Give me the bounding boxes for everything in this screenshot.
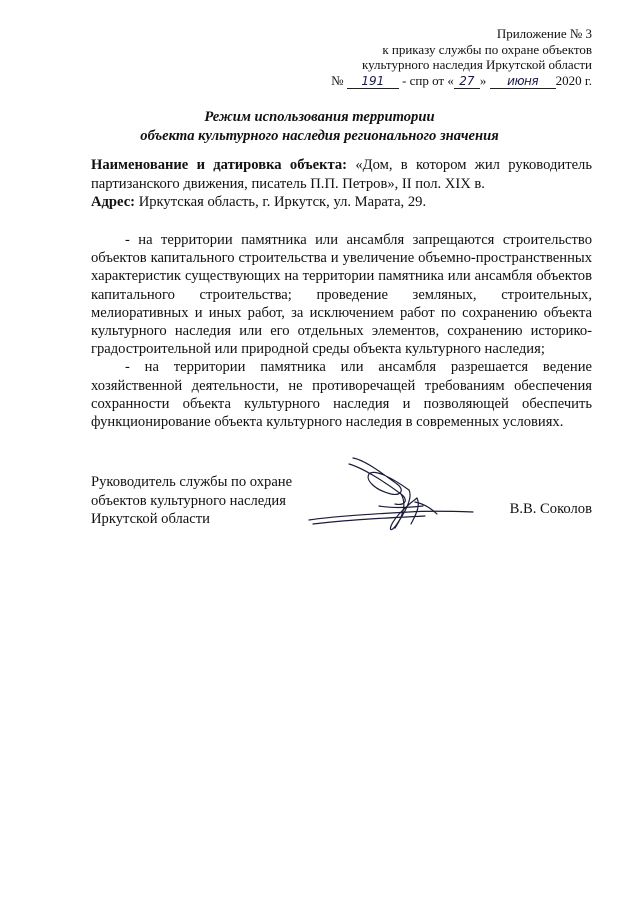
object-name: [91, 156, 592, 193]
appendix-order-ref: к приказу службы по охране объектов: [382, 41, 592, 57]
quote-close: »: [479, 72, 487, 88]
position-line-1: Руководитель службы по охране: [91, 474, 293, 490]
signatory-name: В.В. Соколов: [509, 501, 592, 517]
paragraph-permissions: - на территории памятника или ансамбля разрешается ведение хозяйственной деятельности, не противоречащей требованиям обеспечения сохранности объекта культурного наследия и позволяющей обеспечить функционирование объекта культурного наследия в современных условиях.: [91, 359, 592, 431]
document-title: [0, 108, 639, 146]
object-info: [91, 156, 592, 212]
position-line-2: объектов культурного наследия: [91, 492, 286, 509]
appendix-header: [331, 26, 592, 89]
number-sign: №: [331, 72, 344, 88]
object-address: [91, 193, 592, 212]
order-number-suffix: - спр от «: [402, 72, 454, 88]
title-line-1: Режим использования территории: [204, 109, 435, 125]
handwritten-signature-icon: [305, 454, 480, 534]
position-line-3: Иркутской области: [91, 511, 210, 527]
signatory-position: [91, 473, 292, 529]
appendix-agency: культурного наследия Иркутской области: [361, 57, 592, 72]
object-name-value: «Дом, в котором жил руководитель партизанского движения, писатель П.П. Петров», II пол. XIX в.: [91, 157, 592, 192]
order-month-handwritten: июня: [490, 75, 556, 89]
order-year: 2020 г.: [555, 72, 592, 88]
order-number-line: [331, 73, 592, 89]
order-day-handwritten: 27: [454, 75, 480, 89]
order-number-handwritten: 191: [347, 75, 399, 89]
appendix-number: Приложение № 3: [496, 26, 592, 41]
paragraph-prohibitions: - на территории памятника или ансамбля запрещаются строительство объектов капитального строительства и увеличение объемно-пространственных характеристик существующих на территории памятника или ансамбля объектов капитального строительства; проведение земляных, строительных, мелиоративных и иных работ, за исключением работ по сохранению объекта культурного наследия или его отдельных элементов, сохранению историко-градостроительной или природной среды объекта культурного наследия;: [91, 232, 592, 358]
regime-body: [91, 231, 592, 431]
title-line-2: объекта культурного наследия регионального значения: [140, 128, 499, 144]
object-name-label: Наименование и датировка объекта:: [91, 157, 348, 173]
address-value: Иркутская область, г. Иркутск, ул. Марата, 29.: [138, 194, 427, 210]
address-label: Адрес:: [91, 194, 136, 210]
